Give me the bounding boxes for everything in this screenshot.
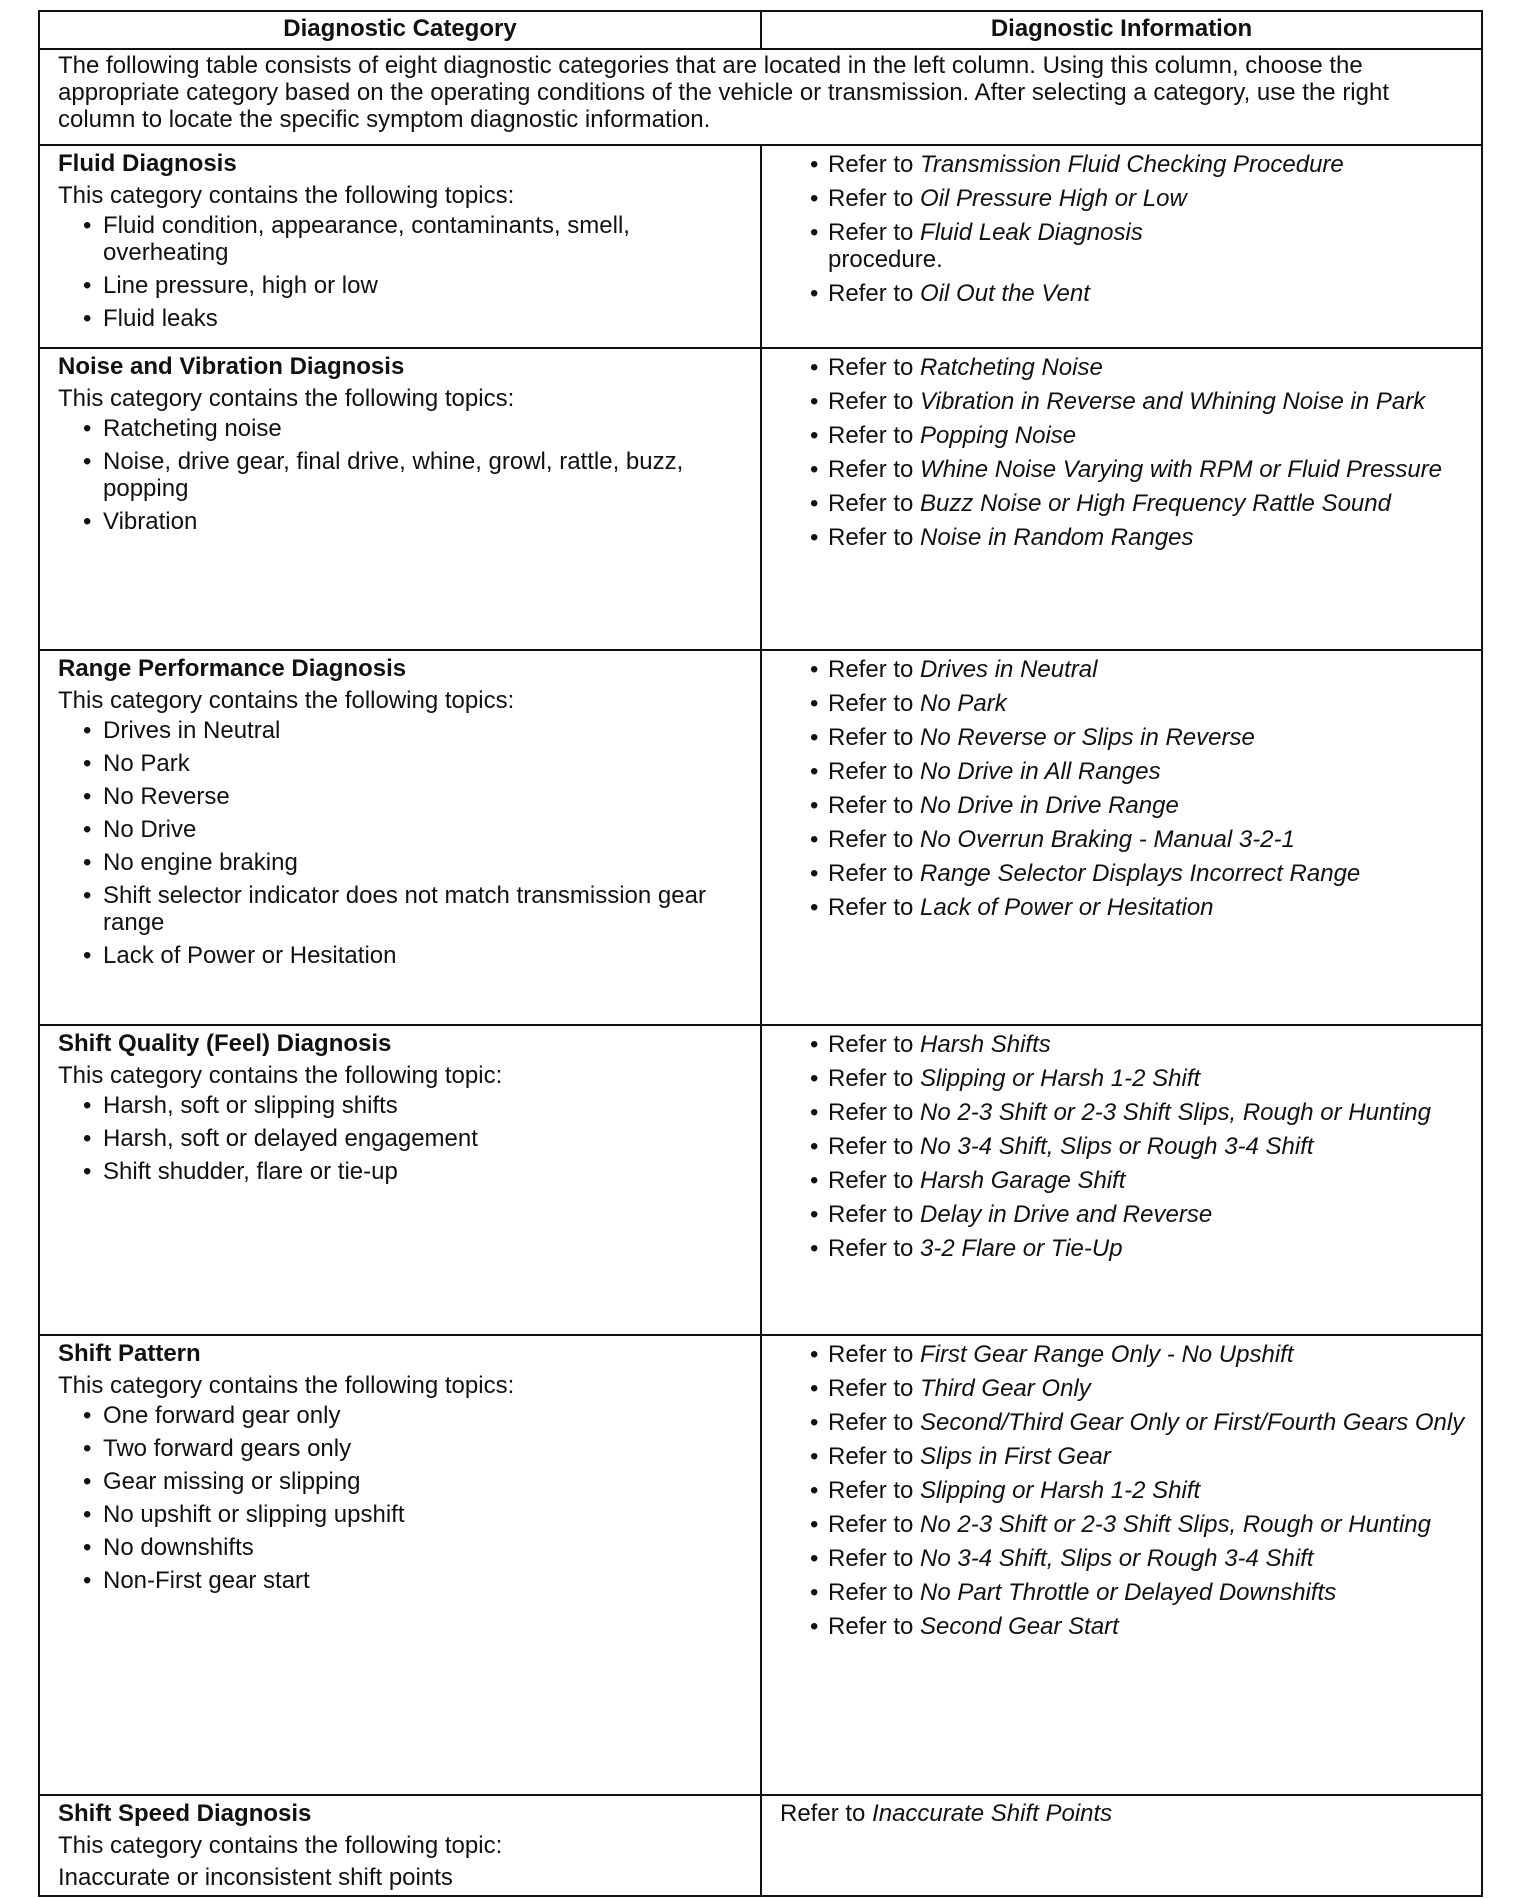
diagnostic-table	[38, 10, 1483, 1897]
reference-prefix: Refer to	[828, 1613, 921, 1640]
reference-item	[780, 1579, 1469, 1606]
reference-prefix: Refer to	[828, 826, 921, 853]
reference-item	[780, 1341, 1469, 1368]
reference-item	[780, 826, 1469, 853]
reference-target: Delay in Drive and Reverse	[920, 1201, 1213, 1228]
reference-prefix: Refer to	[780, 1800, 873, 1827]
reference-prefix: Refer to	[828, 456, 921, 483]
reference-prefix: Refer to	[828, 388, 921, 415]
topic-item: • Ratcheting noise	[58, 415, 748, 442]
category-description: This category contains the following topics:	[58, 182, 515, 209]
category-description: This category contains the following topics:	[58, 687, 515, 714]
information-cell	[761, 650, 1482, 1025]
topic-item: • Harsh, soft or delayed engagement	[58, 1125, 748, 1152]
reference-item	[780, 456, 1469, 483]
category-title: Noise and Vibration Diagnosis	[58, 353, 405, 380]
reference-target: Drives in Neutral	[920, 656, 1098, 683]
reference-target: Fluid Leak Diagnosis	[920, 219, 1143, 246]
reference-target: Range Selector Displays Incorrect Range	[920, 860, 1361, 887]
category-cell	[39, 145, 761, 348]
reference-item	[780, 1409, 1469, 1436]
reference-item	[780, 185, 1469, 212]
reference-prefix: Refer to	[828, 1511, 921, 1538]
topic-item: • No upshift or slipping upshift	[58, 1501, 748, 1528]
topic-list	[58, 415, 748, 535]
reference-prefix: Refer to	[828, 1341, 921, 1368]
reference-prefix: Refer to	[828, 860, 921, 887]
reference-target: No 3-4 Shift, Slips or Rough 3-4 Shift	[920, 1545, 1314, 1572]
reference-list	[780, 1031, 1469, 1262]
reference-target: Third Gear Only	[920, 1375, 1091, 1402]
reference-target: First Gear Range Only - No Upshift	[920, 1341, 1294, 1368]
category-topic-plain: Inaccurate or inconsistent shift points	[58, 1864, 453, 1891]
reference-item	[780, 1065, 1469, 1092]
topic-item: • Fluid leaks	[58, 305, 748, 332]
reference-target: Slips in First Gear	[920, 1443, 1111, 1470]
reference-prefix: Refer to	[828, 758, 921, 785]
reference-target: Second Gear Start	[920, 1613, 1119, 1640]
reference-item	[780, 894, 1469, 921]
reference-target: Ratcheting Noise	[920, 354, 1103, 381]
topic-item: • Harsh, soft or slipping shifts	[58, 1092, 748, 1119]
topic-item: • Fluid condition, appearance, contaminants, smell, overheating	[58, 212, 748, 266]
reference-prefix: Refer to	[828, 1375, 921, 1402]
reference-target: Harsh Garage Shift	[920, 1167, 1126, 1194]
category-description: This category contains the following topics:	[58, 1372, 515, 1399]
reference-target: No 3-4 Shift, Slips or Rough 3-4 Shift	[920, 1133, 1314, 1160]
category-row	[39, 145, 1482, 348]
reference-target: Oil Pressure High or Low	[920, 185, 1187, 212]
reference-item	[780, 422, 1469, 449]
reference-prefix: Refer to	[828, 151, 921, 178]
reference-item	[780, 1375, 1469, 1402]
category-cell	[39, 650, 761, 1025]
reference-target: No 2-3 Shift or 2-3 Shift Slips, Rough or Hunting	[920, 1511, 1431, 1538]
reference-target: No Park	[920, 690, 1007, 717]
reference-target: Vibration in Reverse and Whining Noise in Park	[920, 388, 1426, 415]
category-row	[39, 1335, 1482, 1795]
intro-text: The following table consists of eight diagnostic categories that are located in the left column. Using this column, choose the appropriate category based on the operating conditions of the vehicle or transmission. After selecting a category, use the right column to locate the specific symptom diagnostic information.	[39, 49, 1482, 145]
topic-item: • Line pressure, high or low	[58, 272, 748, 299]
reference-item	[780, 1477, 1469, 1504]
category-title: Shift Quality (Feel) Diagnosis	[58, 1030, 392, 1057]
reference-item	[780, 1511, 1469, 1538]
reference-target: Oil Out the Vent	[920, 280, 1090, 307]
reference-target: Buzz Noise or High Frequency Rattle Sound	[920, 490, 1391, 517]
topic-item: • Vibration	[58, 508, 748, 535]
reference-item	[780, 724, 1469, 751]
information-cell	[761, 145, 1482, 348]
topic-item: • Non-First gear start	[58, 1567, 748, 1594]
reference-target: Slipping or Harsh 1-2 Shift	[920, 1477, 1201, 1504]
reference-item	[780, 219, 1469, 273]
reference-prefix: Refer to	[828, 280, 921, 307]
category-title: Fluid Diagnosis	[58, 150, 237, 177]
reference-prefix: Refer to	[828, 1167, 921, 1194]
topic-item: • Shift shudder, flare or tie-up	[58, 1158, 748, 1185]
reference-prefix: Refer to	[828, 1545, 921, 1572]
reference-item	[780, 1167, 1469, 1194]
topic-list	[58, 212, 748, 332]
reference-prefix: Refer to	[828, 185, 921, 212]
reference-prefix: Refer to	[828, 1579, 921, 1606]
reference-prefix: Refer to	[828, 354, 921, 381]
category-title: Shift Pattern	[58, 1340, 201, 1367]
reference-prefix: Refer to	[828, 1099, 921, 1126]
reference-prefix: Refer to	[828, 1133, 921, 1160]
reference-prefix: Refer to	[828, 219, 921, 246]
topic-item: • Shift selector indicator does not match transmission gear range	[58, 882, 748, 936]
reference-item	[780, 792, 1469, 819]
category-cell	[39, 1025, 761, 1335]
reference-target: Slipping or Harsh 1-2 Shift	[920, 1065, 1201, 1092]
information-cell	[761, 1335, 1482, 1795]
category-cell	[39, 1335, 761, 1795]
reference-prefix: Refer to	[828, 422, 921, 449]
single-reference	[780, 1800, 1469, 1827]
category-title: Range Performance Diagnosis	[58, 655, 407, 682]
topic-item: • No downshifts	[58, 1534, 748, 1561]
reference-list	[780, 656, 1469, 921]
diagnostic-table-page	[38, 10, 1481, 1891]
category-cell	[39, 1795, 761, 1896]
reference-prefix: Refer to	[828, 1065, 921, 1092]
topic-list	[58, 717, 748, 969]
reference-prefix: Refer to	[828, 894, 921, 921]
category-row	[39, 1025, 1482, 1335]
reference-target: Harsh Shifts	[920, 1031, 1051, 1058]
reference-prefix: Refer to	[828, 656, 921, 683]
reference-item	[780, 1235, 1469, 1262]
category-row	[39, 650, 1482, 1025]
topic-item: • Drives in Neutral	[58, 717, 748, 744]
reference-item	[780, 758, 1469, 785]
topic-list	[58, 1402, 748, 1594]
reference-target: Noise in Random Ranges	[920, 524, 1194, 551]
reference-target: No 2-3 Shift or 2-3 Shift Slips, Rough or Hunting	[920, 1099, 1431, 1126]
information-cell	[761, 348, 1482, 650]
reference-target: Second/Third Gear Only or First/Fourth Gears Only	[920, 1409, 1465, 1436]
reference-item	[780, 1545, 1469, 1572]
category-row	[39, 348, 1482, 650]
reference-prefix: Refer to	[828, 792, 921, 819]
category-description: This category contains the following topics:	[58, 385, 515, 412]
topic-item: • Gear missing or slipping	[58, 1468, 748, 1495]
reference-target: Lack of Power or Hesitation	[920, 894, 1214, 921]
reference-prefix: Refer to	[828, 1409, 921, 1436]
reference-target: 3-2 Flare or Tie-Up	[920, 1235, 1123, 1262]
topic-item: • Two forward gears only	[58, 1435, 748, 1462]
reference-prefix: Refer to	[828, 724, 921, 751]
topic-list	[58, 1092, 748, 1185]
topic-item: • No engine braking	[58, 849, 748, 876]
intro-row	[39, 49, 1482, 145]
reference-prefix: Refer to	[828, 1443, 921, 1470]
reference-item	[780, 690, 1469, 717]
reference-target: No Drive in All Ranges	[920, 758, 1161, 785]
reference-prefix: Refer to	[828, 1235, 921, 1262]
reference-item	[780, 1099, 1469, 1126]
reference-item	[780, 1031, 1469, 1058]
reference-target: No Reverse or Slips in Reverse	[920, 724, 1255, 751]
header-diagnostic-category: Diagnostic Category	[39, 11, 761, 49]
reference-prefix: Refer to	[828, 690, 921, 717]
category-title: Shift Speed Diagnosis	[58, 1800, 312, 1827]
reference-item	[780, 490, 1469, 517]
information-cell	[761, 1795, 1482, 1896]
reference-prefix: Refer to	[828, 524, 921, 551]
header-row	[39, 11, 1482, 49]
topic-item: • Noise, drive gear, final drive, whine, growl, rattle, buzz, popping	[58, 448, 748, 502]
topic-item: • No Drive	[58, 816, 748, 843]
reference-list	[780, 1341, 1469, 1640]
reference-item	[780, 1613, 1469, 1640]
reference-list	[780, 354, 1469, 551]
reference-prefix: Refer to	[828, 1477, 921, 1504]
reference-item	[780, 1201, 1469, 1228]
reference-target: No Drive in Drive Range	[920, 792, 1179, 819]
reference-suffix: procedure.	[828, 246, 943, 273]
topic-item: • Lack of Power or Hesitation	[58, 942, 748, 969]
header-diagnostic-information: Diagnostic Information	[761, 11, 1482, 49]
reference-prefix: Refer to	[828, 1031, 921, 1058]
reference-item	[780, 524, 1469, 551]
reference-target: Transmission Fluid Checking Procedure	[920, 151, 1344, 178]
information-cell	[761, 1025, 1482, 1335]
reference-target: Inaccurate Shift Points	[872, 1800, 1113, 1827]
category-description: This category contains the following topic:	[58, 1062, 503, 1089]
reference-prefix: Refer to	[828, 490, 921, 517]
topic-item: • One forward gear only	[58, 1402, 748, 1429]
reference-prefix: Refer to	[828, 1201, 921, 1228]
category-description: This category contains the following topic:	[58, 1832, 503, 1859]
reference-item	[780, 656, 1469, 683]
category-row-shift-speed	[39, 1795, 1482, 1896]
reference-item	[780, 1443, 1469, 1470]
reference-target: No Overrun Braking - Manual 3-2-1	[920, 826, 1295, 853]
reference-item	[780, 354, 1469, 381]
reference-item	[780, 388, 1469, 415]
reference-item	[780, 1133, 1469, 1160]
reference-target: Popping Noise	[920, 422, 1077, 449]
category-cell	[39, 348, 761, 650]
reference-item	[780, 860, 1469, 887]
reference-item	[780, 280, 1469, 307]
reference-item	[780, 151, 1469, 178]
reference-list	[780, 151, 1469, 307]
reference-target: No Part Throttle or Delayed Downshifts	[920, 1579, 1337, 1606]
topic-item: • No Park	[58, 750, 748, 777]
reference-target: Whine Noise Varying with RPM or Fluid Pressure	[920, 456, 1442, 483]
topic-item: • No Reverse	[58, 783, 748, 810]
